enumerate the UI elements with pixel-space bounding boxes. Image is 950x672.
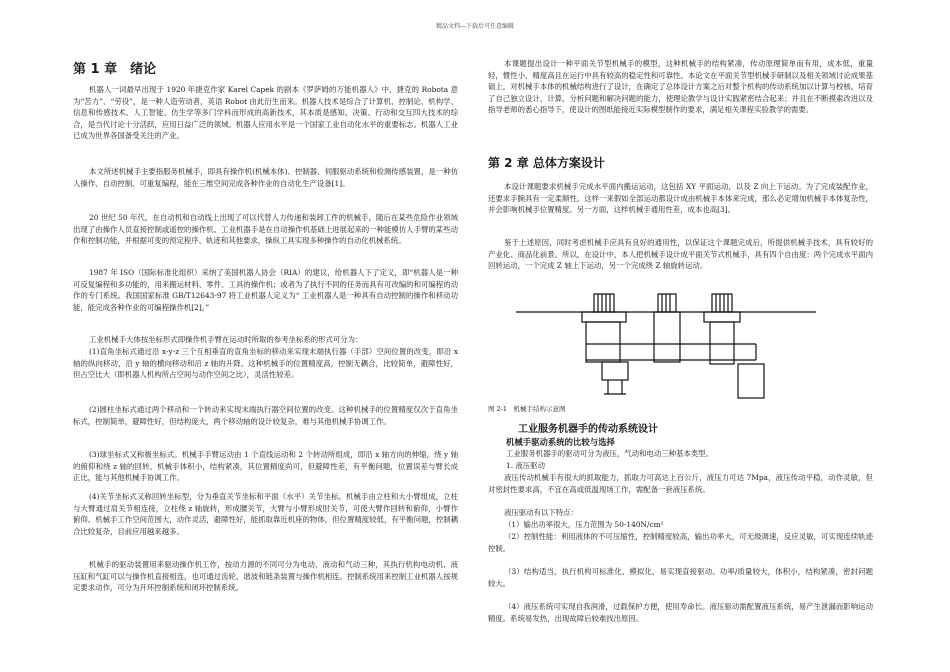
middle-column	[654, 312, 680, 362]
manipulator-structure-figure	[516, 292, 816, 402]
left-paragraph-5: 工业机械手大体按坐标形式即操作机手臂在运动时所取的参考坐标系的形式可分为：	[89, 335, 363, 344]
right-paragraph-4: 工业服务机器手的驱动可分为液压，气动和电动三种基本类型。	[506, 449, 713, 458]
right-paragraph-7: 液压驱动有以下特点：	[504, 508, 578, 517]
chapter-1-title: 第 1 章 绪论	[73, 62, 157, 77]
section-title: 工业服务机器手的传动系统设计	[518, 424, 658, 435]
right-paragraph-1: 本课题提出设计一种平面关节型机械手的模型，这种机械手的结构紧凑，传动原理简单而有用，成本低，重量轻，惯性小，精度高且在运行中具有较高的稳定性和可靠性。本论文在平面关节型机械手研制以及相关领域讨论成果基础上，对机械手本体的机械结构进行了设计，在确定了总体设计方案之后对整个机构的传动系统加以计算与校核。培育了自己独立设计，计算，分析问题和解决问题的能力，使理论教学与设计实践紧密结合起来；并且在不断摸索改进以及指导老师的悉心指导下，使设计的图纸能接近实际模型制作的要求，满足相关课程实验教学的需要。	[488, 59, 873, 115]
right-top-block	[712, 294, 732, 312]
left-paragraph-4: 1987 年 ISO（国际标准化组织）采纳了美国机器人协会（RIA）的建议，给机器人下了定义，即“机器人是一种可反复编程和多功能的，用来搬运材料、零件、工具的操作机；或者为了执行不同的任务而具有可改编的和可编程的动作的专门系统。我国国家标准 GB/T12643-97 将工业机器人定义为“ 工业机器人是一种具有自动控制的操作和移动功能，能完成各种作业的可编程操作机[2]。”	[73, 268, 458, 312]
left-paragraph-6: (1)直角坐标式通过沿 x-y-z 三个互相垂直的直角坐标的移动来实现末端执行器（手部）空间位置的改变，即沿 x 轴的纵向移动，沿 y 轴的横向移动和沿 z 轴的升降。这种机械手的位置精度高，控制无耦合，比较简单，避障性好，但占空比大（即机器人机构所占空间与动作空间之比），灵活性较差。	[73, 347, 458, 380]
left-top-block	[594, 294, 614, 312]
work-base	[738, 364, 764, 398]
middle-top-block	[658, 294, 676, 312]
right-paragraph-3: 鉴于上述原因，同时考虑机械手应具有良好的通用性，以保证这个课题完成后，所提供机械手技术，具有较好的产业化、商品化前景。所以，在设计中，本人把机械手设计成平面关节式机械手，具有四个自由度：两个完成水平面内回转运动，一个完成 Z 轴上下运动，另一个完成绕 Z 轴旋转运动。	[488, 238, 873, 271]
left-paragraph-2: 本文所述机械手主要指服务机械手，即具有操作机(机械本体)、控制器、伺服驱动系统和检测传感装置，是一种仿人操作、自动控制、可重复编程，能在三维空间完成各种作业的自动化生产设备[1]。	[73, 167, 458, 188]
subsection-title: 机械手驱动系统的比较与选择	[506, 437, 615, 447]
right-paragraph-6: 液压传动机械手有很大的抓取能力，抓取力可高达上百公斤，液压力可达 7Mpa，液压传动平稳，动作灵敏，但对密封性要求高，不宜在高或低温现场工作，需配备一套液压系统。	[488, 473, 873, 494]
right-slide	[704, 312, 740, 322]
left-paragraph-9: (4)关节坐标式又称回转坐标型，分为垂直关节坐标和平面（水平）关节坐标。机械手由立柱和大小臂组成，立柱与大臂通过肩关节相连接，立柱绕 z 轴旋转，形成腰关节，大臂与小臂形成肘关节，可使大臂作回转和俯仰，小臂作俯仰。机械手工作空间范围大，动作灵活，避障性好，能抓取靠近机座的物体，但位置精度较低，有平衡问题，控制耦合比较复杂，目前应用越来越多。	[73, 492, 458, 536]
right-column	[710, 322, 734, 364]
left-column	[586, 322, 620, 362]
right-paragraph-9: （2）控制性能：利用液体的不可压缩性，控制精度较高，输出功率大，可无级调速，反应灵敏，可实现连续轨迹控制。	[488, 532, 873, 553]
left-slide	[582, 312, 626, 322]
page-header: 精品文档---下载后可任意编辑	[435, 23, 515, 30]
right-paragraph-8: （1）输出功率很大，压力范围为 50-140N/cm²	[504, 520, 664, 529]
chapter-2-title: 第 2 章 总体方案设计	[488, 156, 605, 170]
right-paragraph-10: （3）结构适当，执行机构可标准化、模拟化，易实现直接驱动。功率/质量较大，体积小，结构紧凑，密封问题较大。	[488, 567, 873, 588]
left-paragraph-1: 机器人一词最早出现于 1920 年捷克作家 Karel Capek 的剧本《罗萨姆的万能机器人》中，捷克的 Robota 意为“苦力”、“劳役”，是一种人造劳动者，英语 Robot 由此衍生而来。机器人技术是综合了计算机、控制论、机构学、信息和传感技术、人工智能、仿生学等多门学科而形成的高新技术，其本质是感知、决策、行动和交互四大技术的综合，是当代讨论十分活跃，应用日益广泛的领域。机器人应用水平是一个国家工业自动化水平的重要标志。机器人工业已成为世界各国备受关注的产业。	[73, 85, 458, 141]
left-paragraph-10: 机械手的驱动装置用来驱动操作机工作，按动力源的不同可分为电动、液动和气动三种，其执行机构电动机、液压缸和气缸可以与操作机直接相连，也可通过齿轮、谐波和链条装置与操作机相连。控制系统用来控制工业机器人按规定要求动作，可分为开环控制系统和闭环控制系统。	[73, 560, 458, 593]
gripper-block	[602, 362, 628, 380]
right-paragraph-5: 1. 液压驱动	[506, 461, 545, 470]
left-paragraph-7: (2)圆柱坐标式通过两个移动和一个转动来实现末端执行器空间位置的改变。这种机械手的位置精度仅次于直角坐标式，控制简单，避障性好，但结构庞大，两个移动轴的设计较复杂，难与其他机械手协调工作。	[73, 405, 458, 426]
right-paragraph-11: （4）液压系统可实现自我润滑，过载保护方便，使用寿命长。液压驱动需配置液压系统，易产生泄漏而影响运动精度。系统易发热，出现故障后较难找出原因。	[488, 602, 873, 623]
left-paragraph-3: 20 世纪 50 年代，在自动机和自动线上出现了可以代替人力传递和装卸工件的机械手，随后在某些危险作业领域出现了由操作人员直接控制或遥控的操作机。工业机器手是在自动操作机基础上进展起来的一种能模仿人手臂的某些动作和控制功能，并根据可变的预定程序、轨迹和其他要求，操纵工具实现多种操作的自动化机械系统。	[73, 213, 458, 246]
figure-caption: 图 2-1 机械手结构示意图	[488, 405, 566, 413]
right-paragraph-2: 本设计课题要求机械手完成水平面内搬运运动，这包括 XY 平面运动，以及 Z 向上下运动。为了完成装配作业，还要求手腕具有一定柔顺性。这样一来假如全部运动都设计成由机械手本体来完成，那么必定增加机械手本体复杂性，并会影响机械手位置精度。另一方面，这样机械手通用性差，成本也高[3]。	[488, 182, 873, 215]
left-paragraph-8: (3)球坐标式又称极坐标式。机械手手臂运动由 1 个直线运动和 2 个转动所组成，即沿 x 轴方向的伸缩，绕 y 轴的俯仰和绕 z 轴的回转。机械手体积小，结构紧凑，其位置精度尚可，但避障性差，有平衡问题，位置误差与臂长成正比，能与其他机械手协调工作。	[73, 450, 458, 483]
